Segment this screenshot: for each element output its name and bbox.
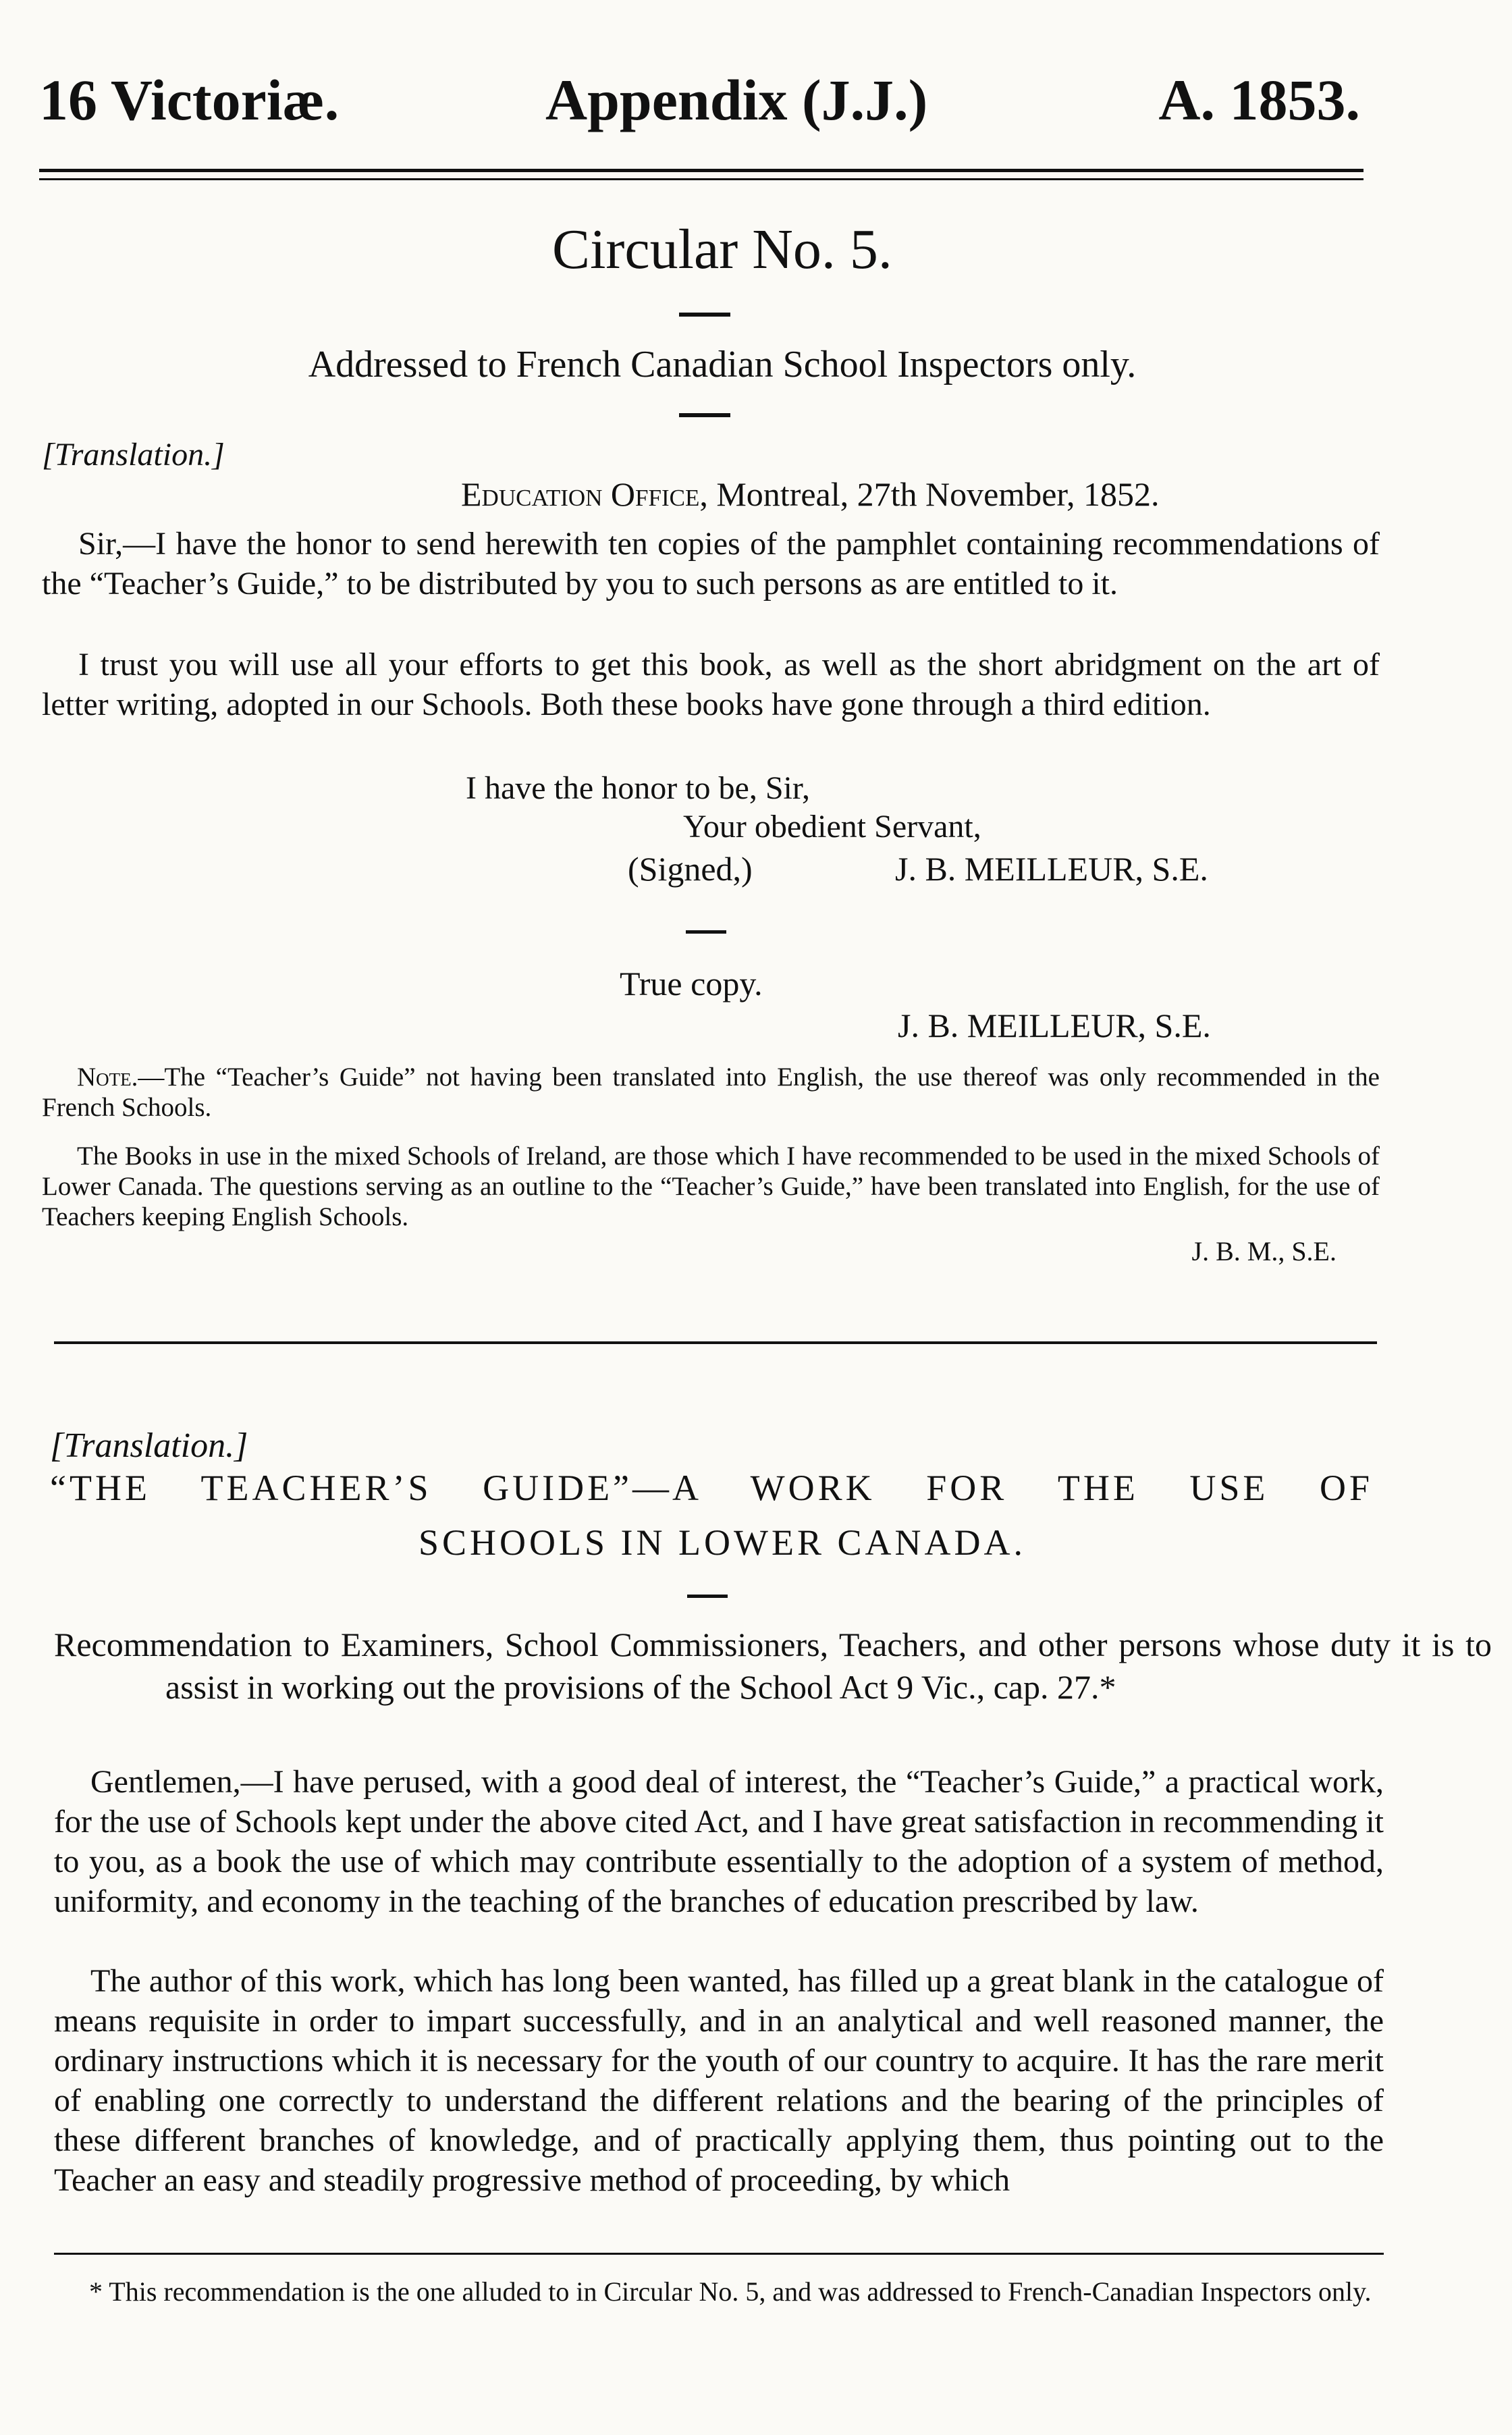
header-appendix: Appendix (J.J.) <box>545 68 928 132</box>
closing-signed: (Signed,) <box>628 850 753 888</box>
note-1 <box>42 1062 1380 1123</box>
note-1-text: —The “Teacher’s Guide” not having been translated into English, the use thereof was only recommended in the French Schools. <box>42 1063 1380 1122</box>
guide-title-line-1: “THE TEACHER’S GUIDE”—A WORK FOR THE USE OF <box>50 1468 1373 1508</box>
section-divider <box>54 1341 1377 1344</box>
closing-signer: J. B. MEILLEUR, S.E. <box>895 850 1208 888</box>
footnote-rule <box>54 2253 1384 2255</box>
header-year: A. 1853. <box>1158 68 1360 132</box>
header-session: 16 Victoriæ. <box>39 68 340 132</box>
closing-servant: Your obedient Servant, <box>683 809 981 845</box>
note-signoff: J. B. M., S.E. <box>1191 1236 1336 1266</box>
subtitle-divider <box>679 413 730 417</box>
guide-paragraph-2: The author of this work, which has long been wanted, has filled up a great blank in the catalogue of means requisite in order to impart successfully, and in an analytical and well reasoned manner, the ordinary instructions which it is necessary for the youth of our country to acquire. It has the rare merit of enabling one correctly to understand the different relations and the bearing of the principles of these different branches of knowledge, and of practically applying them, thus pointing out to the Teacher an easy and steadily progressive method of proceeding, by which <box>54 1963 1384 2198</box>
circular-title: Circular No. 5. <box>552 218 892 281</box>
guide-translation-tag: [Translation.] <box>50 1426 248 1465</box>
circular-paragraph-2: I trust you will use all your efforts to get this book, as well as the short abridgment on the art of letter writing, adopted in our Schools. Both these books have gone through a third edition. <box>42 647 1380 722</box>
circular-subtitle: Addressed to French Canadian School Inspectors only. <box>308 344 1137 385</box>
header-rule-top <box>39 169 1364 172</box>
signature-divider <box>686 930 726 934</box>
circular-paragraph-1: Sir,—I have the honor to send herewith ten copies of the pamphlet containing recommendations of the “Teacher’s Guide,” to be distributed by you to such persons as are entitled to it. <box>42 526 1380 601</box>
title-divider <box>679 313 730 317</box>
guide-title-divider <box>687 1595 728 1598</box>
note-2: The Books in use in the mixed Schools of Ireland, are those which I have recommended to be used in the mixed Schools of Lower Canada. The questions serving as an outline to the “Teacher’s Guide,” have been translated into English, for the use of Teachers keeping English Schools. <box>42 1142 1380 1231</box>
true-copy-signer: J. B. MEILLEUR, S.E. <box>898 1007 1211 1044</box>
dateline <box>461 475 1160 514</box>
note-label: Note. <box>77 1063 138 1092</box>
translation-tag: [Translation.] <box>42 437 225 473</box>
footnote: * This recommendation is the one alluded to in Circular No. 5, and was addressed to French-Canadian Inspectors only. <box>89 2276 1372 2307</box>
closing-line: I have the honor to be, Sir, <box>466 770 810 806</box>
true-copy-label: True copy. <box>620 965 763 1002</box>
guide-paragraph-1: Gentlemen,—I have perused, with a good deal of interest, the “Teacher’s Guide,” a practical work, for the use of Schools kept under the above cited Act, and I have great satisfaction in recommending it to you, as a book the use of which may contribute essentially to the adoption of a system of method, uniformity, and economy in the teaching of the branches of education prescribed by law. <box>54 1764 1384 1919</box>
recommendation-heading: Recommendation to Examiners, School Commissioners, Teachers, and other persons whose duty it is to assist in working out the provisions of the School Act 9 Vic., cap. 27.* <box>54 1626 1492 1706</box>
dateline-office: Education Office, <box>461 475 708 513</box>
guide-title-line-2: SCHOOLS IN LOWER CANADA. <box>418 1522 1026 1563</box>
header-rule-bottom <box>39 178 1364 180</box>
dateline-place-date: Montreal, 27th November, 1852. <box>707 475 1160 513</box>
